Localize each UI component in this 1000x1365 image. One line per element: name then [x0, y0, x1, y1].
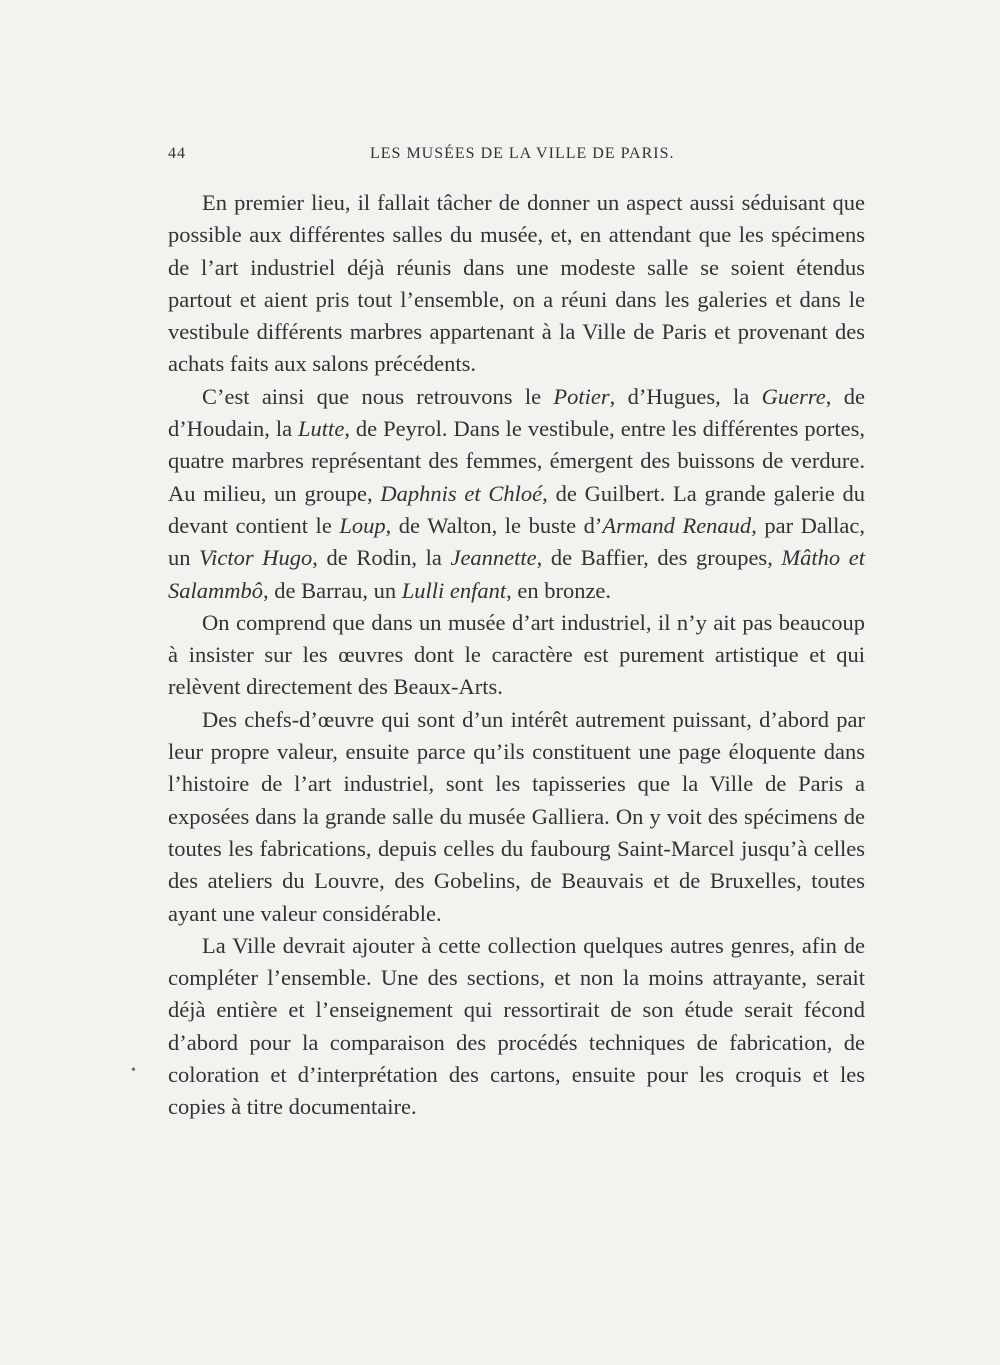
text-run: En premier lieu, il fallait tâcher de donner un aspect aussi séduisant que possible aux différentes salles du musée, et, en attendant que les spécimens de l’art industriel déjà réunis dans une modeste salle se soient étendus partout et aient pris tout l’ensemble, on a réuni dans les galeries et dans le vestibule différents marbres appartenant à la Ville de Paris et provenant des achats faits aux salons précédents.: [168, 190, 865, 377]
text-run: , en bronze.: [506, 577, 612, 603]
text-run: , de Walton, le buste d’: [385, 512, 603, 538]
paragraph: [168, 381, 865, 607]
italic-title: Armand Renaud: [602, 512, 752, 538]
text-run: , de Rodin, la: [312, 545, 451, 571]
italic-title: Lulli enfant: [401, 577, 507, 603]
text-run: , de Baffier, des groupes,: [536, 545, 782, 571]
italic-title: Daphnis et Chloé: [380, 480, 543, 506]
text-run: C’est ainsi que nous retrouvons le: [202, 383, 554, 409]
italic-title: Potier: [553, 383, 610, 409]
paragraph: [168, 930, 865, 1124]
margin-mark: •: [131, 1063, 136, 1078]
page-number: 44: [168, 145, 186, 162]
running-head: [168, 145, 865, 169]
text-run: Des chefs-d’œuvre qui sont d’un intérêt autrement puissant, d’abord par leur propre valeur, ensuite parce qu’ils constituent une page éloquente dans l’histoire de l’art industriel, sont les tapisseries que la Ville de Paris a exposées dans la grande salle du musée Galliera. On y voit des spécimens de toutes les fabrications, depuis celles du faubourg Saint-Marcel jusqu’à celles des ateliers du Louvre, des Gobelins, de Beauvais et de Bruxelles, toutes ayant une valeur considérable.: [168, 706, 865, 926]
italic-title: Victor Hugo: [199, 545, 313, 571]
italic-title: Mâtho et Salammbô: [168, 545, 866, 603]
paragraph: [168, 607, 865, 704]
italic-title: Loup: [339, 512, 386, 538]
italic-title: Jeannette: [450, 545, 537, 571]
text-run: , par Dallac, un: [168, 512, 865, 571]
italic-title: Guerre: [761, 383, 826, 409]
text-run: On comprend que dans un musée d’art industriel, il n’y ait pas beaucoup à insister sur les œuvres dont le caractère est purement artistique et qui relèvent directement des Beaux-Arts.: [168, 609, 865, 700]
running-title: LES MUSÉES DE LA VILLE DE PARIS.: [370, 145, 675, 162]
text-run: , de Peyrol. Dans le vestibule, entre les différentes portes, quatre marbres représentant des femmes, émergent des buissons de verdure. Au milieu, un groupe,: [168, 416, 865, 506]
paragraph: [168, 704, 865, 930]
body-text: [168, 187, 865, 1124]
text-run: La Ville devrait ajouter à cette collection quelques autres genres, afin de compléter l’ensemble. Une des sections, et non la moins attrayante, serait déjà entière et l’enseignement qui ressortirait de son étude serait fécond d’abord pour la comparaison des procédés techniques de fabrication, de coloration et d’interprétation des cartons, ensuite pour les croquis et les copies à titre documentaire.: [168, 932, 865, 1120]
text-run: , de d’Houdain, la: [168, 383, 865, 442]
text-run: , de Barrau, un: [263, 577, 402, 603]
text-run: , d’Hugues, la: [609, 383, 762, 409]
italic-title: Lutte: [298, 416, 345, 442]
paragraph: [168, 187, 865, 381]
text-run: , de Guilbert. La grande galerie du devant contient le: [168, 480, 865, 538]
